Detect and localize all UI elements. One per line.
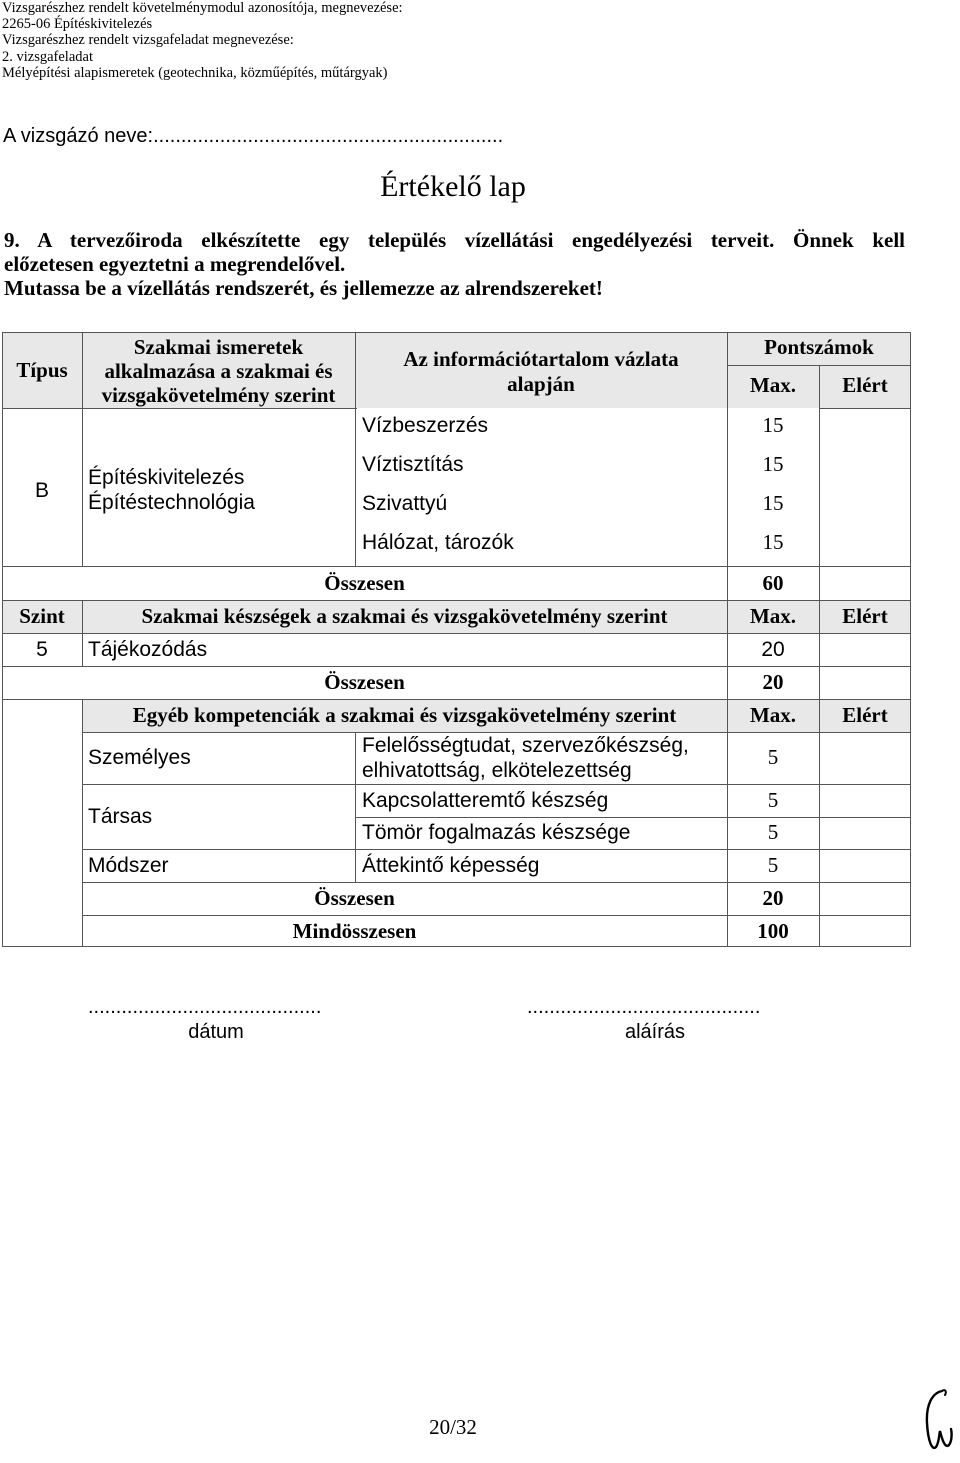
competence-method-max: 5: [767, 853, 779, 877]
outline-row-label: Hálózat, tározók: [362, 531, 514, 554]
handwritten-initial: [918, 1385, 958, 1457]
candidate-name-field: A vizsgázó neve:...............................................................: [3, 125, 504, 147]
task-description: [4, 228, 905, 300]
rule: [819, 566, 820, 600]
outline-row-label: Szivattyú: [362, 492, 448, 515]
col-outline-line: Az információtartalom vázlata: [403, 347, 679, 371]
skill-level: 5: [36, 638, 48, 661]
task-line: előzetesen egyeztetni a megrendelővel.: [4, 252, 346, 276]
outline-row-max: 15: [762, 530, 784, 554]
col-knowledge-line: vizsgakövetelmény szerint: [101, 383, 336, 407]
rule: [2, 332, 911, 333]
outline-row-label: Víztisztítás: [362, 453, 464, 476]
rule: [2, 566, 911, 567]
header-task-number: 2. vizsgafeladat: [2, 48, 93, 65]
page-title: Értékelő lap: [380, 170, 526, 203]
rule: [82, 849, 911, 850]
col-outline-header: [355, 347, 727, 397]
rule: [910, 332, 911, 947]
competence-header: Egyéb kompetenciák a szakmai és vizsgakövetelmény szerint: [132, 703, 677, 727]
competence-item-line: elhivatottság, elkötelezettség: [362, 759, 632, 782]
date-label: dátum: [188, 1021, 244, 1043]
col-outline-line: alapján: [507, 372, 575, 396]
col-knowledge-header: [82, 335, 355, 407]
col-max-header: Max.: [749, 373, 797, 397]
rule: [2, 600, 911, 601]
outline-row-label: Vízbeszerzés: [362, 414, 489, 437]
page-number: 20/32: [429, 1415, 477, 1439]
header-module-value: 2265-06 Építéskivitelezés: [2, 16, 153, 33]
knowledge-item: Építéstechnológia: [88, 491, 255, 514]
header-task-label: Vizsgarészhez rendelt vizsgafeladat megnevezése:: [2, 32, 294, 49]
outline-row-max: 15: [762, 413, 784, 437]
competence-method-label: Módszer: [88, 854, 169, 877]
col-type-header: Típus: [16, 358, 68, 382]
rule: [2, 946, 911, 947]
rule: [82, 882, 911, 883]
col-achieved-header: Elért: [842, 604, 888, 628]
knowledge-item: Építéskivitelezés: [88, 466, 245, 489]
col-max-header: Max.: [749, 703, 797, 727]
competence-personal-label: Személyes: [88, 746, 191, 769]
grand-total-label: Mindösszesen: [292, 919, 417, 943]
competence-item-line: Felelősségtudat, szervezőkészség,: [362, 734, 689, 757]
competence-social-item: Kapcsolatteremtő készség: [362, 789, 609, 812]
col-points-header: Pontszámok: [764, 335, 874, 359]
rule: [2, 633, 911, 634]
col-knowledge-line: alkalmazása a szakmai és: [104, 359, 333, 383]
grand-total-value: 100: [757, 919, 789, 943]
rule: [355, 817, 911, 818]
document-header: [2, 0, 403, 81]
skill-label: Tájékozódás: [88, 638, 208, 661]
rule: [355, 732, 356, 882]
rule: [2, 408, 357, 409]
competence-social-max: 5: [767, 820, 779, 844]
header-module-label: Vizsgarészhez rendelt követelménymodul azonosítója, megnevezése:: [2, 0, 403, 16]
col-max-header: Max.: [749, 604, 797, 628]
signature-dotted-line: ..........................................: [527, 996, 761, 1018]
competence-personal-item: [362, 733, 689, 783]
table3-total-value: 20: [762, 886, 784, 910]
date-dotted-line: ..........................................: [88, 996, 322, 1018]
competence-personal-max: 5: [767, 745, 779, 769]
outline-row-max: 15: [762, 491, 784, 515]
task-line: 9. A tervezőiroda elkészítette egy település vízellátási engedélyezési terveit. Önnek kell: [4, 228, 905, 252]
rule: [2, 699, 911, 700]
competence-method-item: Áttekintő képesség: [362, 854, 540, 877]
col-achieved-header: Elért: [842, 703, 888, 727]
outline-row-max: 15: [762, 452, 784, 476]
rule: [819, 699, 820, 946]
rule: [2, 666, 911, 667]
signature-label: aláírás: [624, 1021, 686, 1043]
col-level-header: Szint: [19, 604, 65, 628]
table2-total-value: 20: [762, 670, 784, 694]
rule: [82, 915, 911, 916]
table1-total-value: 60: [762, 571, 784, 595]
competence-social-item: Tömör fogalmazás készsége: [362, 821, 631, 844]
table3-total-label: Összesen: [314, 886, 395, 910]
col-achieved-header: Elért: [842, 373, 888, 397]
rule: [819, 408, 911, 409]
skill-max: 20: [761, 638, 785, 661]
type-value: B: [34, 479, 49, 502]
table1-total-label: Összesen: [324, 571, 405, 595]
rule: [82, 784, 911, 785]
header-task-title: Mélyépítési alapismeretek (geotechnika, közműépítés, műtárgyak): [2, 64, 388, 81]
competence-social-max: 5: [767, 788, 779, 812]
task-line: Mutassa be a vízellátás rendszerét, és jellemezze az alrendszereket!: [4, 276, 603, 300]
knowledge-items: [88, 465, 255, 515]
col-knowledge-line: Szakmai ismeretek: [133, 335, 304, 359]
competence-social-label: Társas: [88, 805, 153, 828]
col-skills-header: Szakmai készségek a szakmai és vizsgakövetelmény szerint: [141, 604, 668, 628]
table2-total-label: Összesen: [324, 670, 405, 694]
